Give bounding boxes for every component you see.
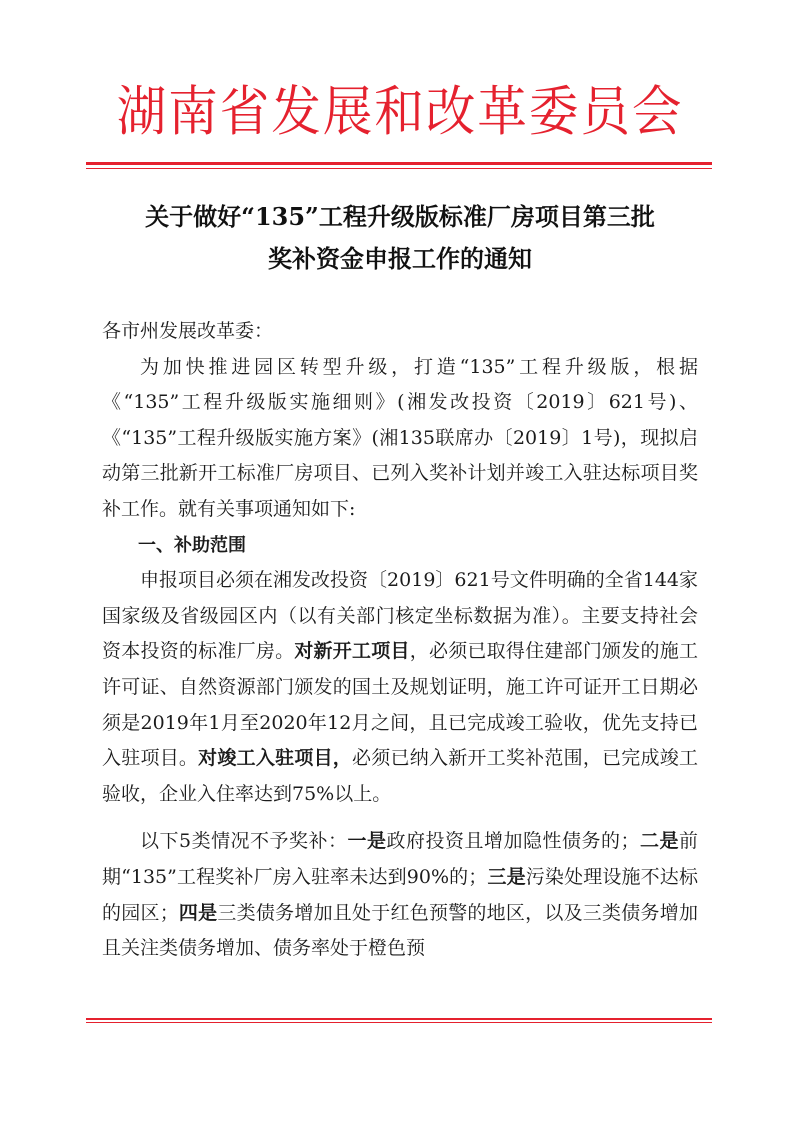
scope-bold-new-projects: 对新开工项目 bbox=[294, 640, 410, 663]
salutation: 各市州发展改革委： bbox=[102, 320, 274, 342]
intro-paragraph: 为加快推进园区转型升级，打造“135”工程升级版，根据《“135”工程升级版实施细则》(湘发改投资〔2019〕621号)、《“135”工程升级版实施方案》(湘135联席办〔2019〕1号)，现拟启动第三批新开工标准厂房项目、已列入奖补计划并竣工入驻达标项目奖补工作。就有关事项通知如下: bbox=[102, 355, 698, 520]
document-title bbox=[80, 196, 720, 280]
scope-text-a: 申报项目必须在湘发改投资〔2019〕621号文件明确的全省144家国家级及省级园区内（以有关部门核定坐标数据为准）。主要支持社会资本投资的标准厂房。 bbox=[102, 569, 698, 663]
exclusions-paragraph bbox=[102, 824, 698, 966]
section-heading: 一、补助范围 bbox=[138, 534, 246, 556]
scope-text-c: 必须已纳入新开工奖补范围，已完成竣工验收，企业入住率达到75%以上。 bbox=[102, 747, 698, 805]
exclusion-label-3: 三是 bbox=[487, 865, 526, 888]
exclusion-text-3: 污染处理设施不达标的园区； bbox=[102, 865, 698, 924]
header-rule bbox=[86, 162, 712, 165]
exclusion-label-1: 一是 bbox=[347, 830, 387, 853]
title-line-2: 奖补资金申报工作的通知 bbox=[268, 244, 532, 273]
footer-rule bbox=[86, 1018, 712, 1020]
header-rule-thin bbox=[86, 168, 712, 169]
scope-paragraph bbox=[102, 563, 698, 812]
scope-bold-completed-projects: 对竣工入驻项目， bbox=[198, 747, 353, 770]
scope-text-b: ，必须已取得住建部门颁发的施工许可证、自然资源部门颁发的国土及规划证明，施工许可证开工日期必须是2019年1月至2020年12月之间，且已完成竣工验收，优先支持已入驻项目。 bbox=[102, 640, 698, 770]
exclusion-label-2: 二是 bbox=[639, 830, 679, 853]
footer-rule-thin bbox=[86, 1022, 712, 1023]
exclusion-text-1: 政府投资且增加隐性债务的； bbox=[386, 830, 640, 853]
document-body bbox=[102, 314, 698, 967]
masthead: 湖南省发展和改革委员会 bbox=[116, 80, 684, 143]
exclusion-label-4: 四是 bbox=[178, 901, 218, 924]
exclusions-text-a: 以下5类情况不予奖补： bbox=[140, 830, 348, 853]
title-line-1: 关于做好“135”工程升级版标准厂房项目第三批 bbox=[145, 202, 655, 231]
exclusion-text-2: 前期“135”工程奖补厂房入驻率未达到90%的； bbox=[102, 830, 698, 888]
exclusion-text-4: 三类债务增加且处于红色预警的地区，以及三类债务增加且关注类债务增加、债务率处于橙色预 bbox=[102, 901, 698, 960]
